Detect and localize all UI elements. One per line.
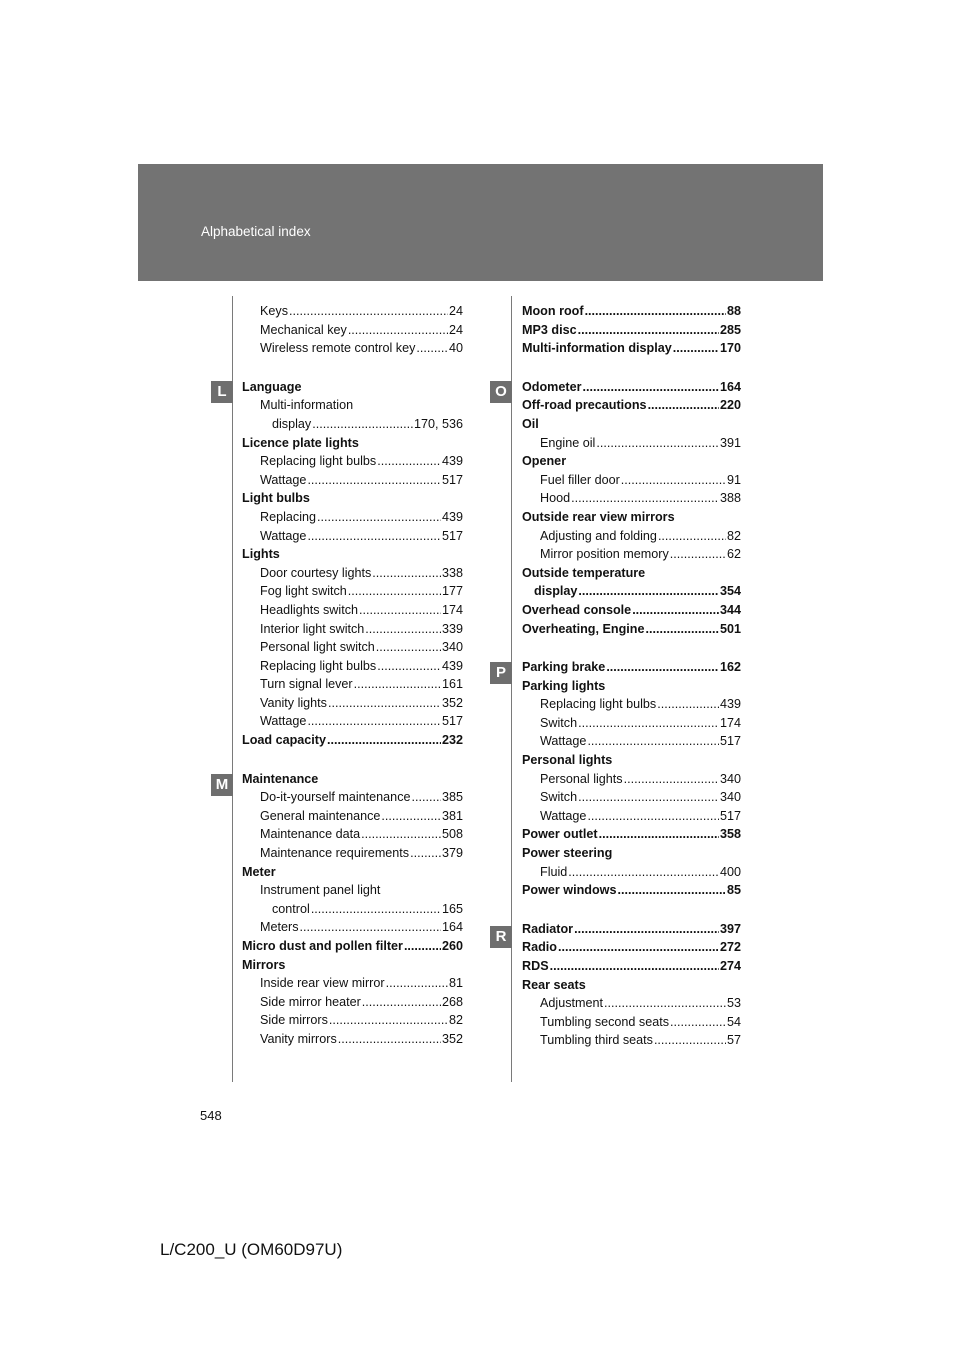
- index-entry: [522, 302, 741, 321]
- entry-text: Meter: [242, 864, 276, 879]
- index-subentry: [540, 863, 741, 882]
- entry-page: 501: [719, 621, 741, 636]
- entry-text: Wattage: [260, 472, 307, 487]
- entry-text: Hood: [540, 491, 571, 506]
- entry-text: Power windows: [522, 883, 617, 898]
- entry-text: Multi-information: [260, 398, 354, 413]
- section-tab-r: R: [490, 926, 512, 948]
- entry-page: 381: [441, 808, 463, 823]
- index-subentry: [540, 788, 741, 807]
- entry-page: 88: [726, 304, 741, 318]
- entry-text: Wattage: [540, 734, 587, 749]
- index-subentry: [260, 1030, 463, 1049]
- document-code: L/C200_U (OM60D97U): [160, 1240, 343, 1259]
- entry-text: Side mirrors: [260, 1013, 328, 1028]
- entry-text: Mechanical key: [260, 322, 347, 337]
- index-entry: [522, 396, 741, 415]
- entry-page: 174: [441, 602, 463, 617]
- index-entry: [242, 956, 463, 975]
- section-gap: [242, 358, 463, 378]
- dot-leader: [376, 638, 441, 657]
- entry-page: 358: [719, 827, 741, 842]
- index-subentry: [540, 471, 741, 490]
- dot-leader: [617, 881, 726, 900]
- dot-leader: [289, 302, 448, 321]
- entry-text: RDS: [522, 959, 549, 973]
- entry-page: 439: [719, 697, 741, 712]
- index-subentry: [540, 994, 741, 1013]
- index-entry: [522, 938, 741, 957]
- index-subentry: [260, 712, 463, 731]
- dot-leader: [404, 937, 441, 956]
- entry-text: Fluid: [540, 864, 568, 879]
- entry-text: Vanity mirrors: [260, 1031, 337, 1046]
- section-tab-o: O: [490, 381, 512, 403]
- index-entry: [522, 601, 741, 620]
- entry-text: Wattage: [260, 714, 307, 729]
- dot-leader: [410, 844, 441, 863]
- entry-text: Replacing light bulbs: [260, 658, 377, 673]
- index-subentry: [534, 582, 741, 601]
- index-entry: [242, 937, 463, 956]
- entry-page: 54: [726, 1014, 741, 1029]
- index-subentry: [260, 881, 463, 900]
- index-subentry: [260, 657, 463, 676]
- index-entry: [242, 545, 463, 564]
- entry-text: Switch: [540, 715, 578, 730]
- dot-leader: [359, 601, 441, 620]
- entry-text: Parking brake: [522, 660, 606, 675]
- entry-text: Light bulbs: [242, 491, 310, 506]
- entry-text: Off-road precautions: [522, 398, 647, 413]
- index-entry: [522, 658, 741, 677]
- entry-page: 82: [726, 528, 741, 543]
- index-subentry: [260, 788, 463, 807]
- entry-text: Opener: [522, 454, 567, 469]
- entry-text: Moon roof: [522, 304, 584, 318]
- index-subentry: [260, 582, 463, 601]
- entry-text: Personal lights: [540, 771, 623, 786]
- dot-leader: [354, 675, 441, 694]
- entry-page: 232: [441, 733, 463, 748]
- dot-leader: [307, 471, 441, 490]
- entry-text: Inside rear view mirror: [260, 976, 385, 991]
- section-tab-m: M: [211, 774, 233, 796]
- index-subentry: [540, 770, 741, 789]
- index-subentry: [540, 807, 741, 826]
- dot-leader: [604, 994, 726, 1013]
- entry-page: 352: [441, 1031, 463, 1046]
- index-entry: [522, 339, 741, 358]
- entry-page: 81: [448, 976, 463, 991]
- entry-text: Overhead console: [522, 602, 632, 617]
- dot-leader: [587, 807, 719, 826]
- entry-page: 517: [441, 714, 463, 729]
- entry-page: 340: [719, 790, 741, 805]
- entry-page: 388: [719, 491, 741, 506]
- entry-text: Overheating, Engine: [522, 621, 645, 636]
- entry-text: Headlights switch: [260, 602, 358, 617]
- dot-leader: [416, 339, 448, 358]
- dot-leader: [585, 302, 726, 321]
- dot-leader: [571, 489, 719, 508]
- index-entry: [242, 863, 463, 882]
- index-subentry: [260, 339, 463, 358]
- entry-text: General maintenance: [260, 808, 381, 823]
- entry-page: 24: [448, 304, 463, 318]
- entry-text: Adjusting and folding: [540, 528, 657, 543]
- entry-page: 517: [441, 528, 463, 543]
- section-tab-p: P: [490, 662, 512, 684]
- entry-page: 24: [448, 322, 463, 337]
- entry-page: 220: [719, 398, 741, 413]
- entry-page: 344: [719, 602, 741, 617]
- index-subentry: [260, 807, 463, 826]
- entry-text: Load capacity: [242, 733, 326, 748]
- entry-text: Side mirror heater: [260, 994, 361, 1009]
- index-entry: [522, 920, 741, 939]
- entry-page: 260: [441, 939, 463, 953]
- entry-text: Oil: [522, 416, 539, 431]
- entry-page: 517: [441, 472, 463, 487]
- dot-leader: [578, 714, 719, 733]
- entry-page: 177: [441, 584, 463, 599]
- entry-text: Wattage: [540, 808, 587, 823]
- dot-leader: [348, 321, 448, 340]
- entry-text: Replacing light bulbs: [260, 454, 377, 469]
- dot-leader: [311, 900, 441, 919]
- dot-leader: [654, 1031, 726, 1050]
- index-subentry: [260, 825, 463, 844]
- index-entry: [522, 976, 741, 995]
- index-subentry: [260, 601, 463, 620]
- entry-page: 162: [719, 660, 741, 675]
- dot-leader: [606, 658, 719, 677]
- dot-leader: [372, 564, 441, 583]
- entry-text: Meters: [260, 920, 299, 935]
- entry-page: 170, 536: [413, 416, 463, 431]
- entry-text: Parking lights: [522, 678, 606, 693]
- index-entry: [522, 957, 741, 976]
- entry-page: 439: [441, 454, 463, 469]
- dot-leader: [307, 712, 441, 731]
- dot-leader: [632, 601, 719, 620]
- index-subentry: [272, 900, 463, 919]
- index-entry: [522, 415, 741, 434]
- dot-leader: [658, 527, 726, 546]
- dot-leader: [550, 957, 719, 976]
- entry-page: 40: [448, 341, 463, 356]
- index-entry: [522, 825, 741, 844]
- entry-text: Adjustment: [540, 996, 603, 1011]
- entry-page: 53: [726, 996, 741, 1011]
- index-subentry: [540, 527, 741, 546]
- index-subentry: [540, 714, 741, 733]
- entry-text: display: [272, 416, 312, 431]
- dot-leader: [657, 695, 719, 714]
- entry-page: 165: [441, 901, 463, 916]
- entry-text: Wattage: [260, 528, 307, 543]
- entry-page: 340: [719, 771, 741, 786]
- entry-page: 161: [441, 677, 463, 692]
- entry-text: Multi-information display: [522, 341, 672, 356]
- index-entry: [522, 844, 741, 863]
- index-subentry: [260, 508, 463, 527]
- entry-page: 352: [441, 695, 463, 710]
- index-entry: [522, 881, 741, 900]
- entry-text: Fuel filler door: [540, 472, 620, 487]
- entry-text: Radio: [522, 940, 557, 955]
- entry-page: 397: [719, 921, 741, 936]
- entry-text: Personal light switch: [260, 640, 375, 655]
- entry-page: 439: [441, 509, 463, 524]
- index-entry: [522, 677, 741, 696]
- dot-leader: [648, 396, 719, 415]
- entry-text: Outside temperature: [522, 565, 646, 580]
- entry-text: Do-it-yourself maintenance: [260, 790, 411, 805]
- index-entry: [242, 489, 463, 508]
- dot-leader: [412, 788, 441, 807]
- entry-text: Power outlet: [522, 827, 598, 842]
- entry-text: Rear seats: [522, 977, 586, 992]
- entry-page: 391: [719, 435, 741, 450]
- entry-text: Outside rear view mirrors: [522, 509, 675, 524]
- entry-text: display: [534, 584, 578, 599]
- index-subentry: [540, 434, 741, 453]
- index-subentry: [260, 471, 463, 490]
- index-entry: [522, 508, 741, 527]
- entry-page: 508: [441, 827, 463, 842]
- entry-text: Tumbling third seats: [540, 1033, 653, 1048]
- dot-leader: [574, 920, 719, 939]
- index-entry: [522, 321, 741, 340]
- entry-text: Interior light switch: [260, 621, 365, 636]
- entry-page: 385: [441, 790, 463, 805]
- left-rule: [232, 296, 233, 1082]
- entry-text: Maintenance data: [260, 827, 361, 842]
- entry-text: control: [272, 901, 310, 916]
- entry-text: Wireless remote control key: [260, 341, 416, 356]
- index-subentry: [260, 302, 463, 321]
- dot-leader: [582, 378, 719, 397]
- entry-page: 439: [441, 658, 463, 673]
- entry-page: 400: [719, 864, 741, 879]
- dot-leader: [381, 807, 441, 826]
- dot-leader: [670, 545, 726, 564]
- dot-leader: [317, 508, 441, 527]
- header-title: Alphabetical index: [201, 224, 311, 239]
- entry-page: 272: [719, 940, 741, 955]
- entry-text: Maintenance: [242, 771, 319, 786]
- dot-leader: [624, 770, 719, 789]
- entry-text: Instrument panel light: [260, 883, 381, 898]
- dot-leader: [338, 1030, 441, 1049]
- dot-leader: [329, 1011, 448, 1030]
- entry-text: Turn signal lever: [260, 677, 353, 692]
- entry-page: 82: [448, 1013, 463, 1028]
- entry-text: Language: [242, 379, 302, 394]
- entry-text: Personal lights: [522, 753, 613, 768]
- dot-leader: [348, 582, 441, 601]
- index-subentry: [260, 675, 463, 694]
- dot-leader: [621, 471, 726, 490]
- dot-leader: [312, 415, 413, 434]
- dot-leader: [673, 339, 719, 358]
- entry-text: Replacing light bulbs: [540, 697, 657, 712]
- entry-text: Maintenance requirements: [260, 846, 410, 861]
- index-subentry: [260, 527, 463, 546]
- section-gap: [522, 638, 741, 658]
- index-subentry: [260, 1011, 463, 1030]
- entry-page: 170: [719, 341, 741, 356]
- entry-text: Mirrors: [242, 957, 286, 972]
- index-subentry: [540, 1013, 741, 1032]
- dot-leader: [568, 863, 719, 882]
- index-subentry: [540, 1031, 741, 1050]
- dot-leader: [558, 938, 719, 957]
- entry-text: Fog light switch: [260, 584, 347, 599]
- index-subentry: [260, 974, 463, 993]
- index-subentry: [260, 396, 463, 415]
- dot-leader: [578, 582, 719, 601]
- dot-leader: [587, 732, 719, 751]
- dot-leader: [365, 620, 441, 639]
- entry-page: 379: [441, 846, 463, 861]
- entry-text: Door courtesy lights: [260, 565, 372, 580]
- dot-leader: [307, 527, 441, 546]
- index-subentry: [260, 694, 463, 713]
- entry-page: 517: [719, 808, 741, 823]
- index-column-right: [522, 302, 741, 1050]
- dot-leader: [599, 825, 719, 844]
- entry-text: Micro dust and pollen filter: [242, 939, 403, 953]
- entry-text: Licence plate lights: [242, 435, 359, 450]
- index-subentry: [540, 732, 741, 751]
- entry-page: 285: [719, 322, 741, 337]
- entry-text: Switch: [540, 790, 578, 805]
- entry-text: Tumbling second seats: [540, 1014, 670, 1029]
- index-entry: [242, 770, 463, 789]
- page-header: [138, 164, 823, 281]
- index-subentry: [260, 564, 463, 583]
- index-subentry: [260, 844, 463, 863]
- index-subentry: [260, 452, 463, 471]
- section-gap: [242, 750, 463, 770]
- index-entry: [522, 620, 741, 639]
- entry-text: Mirror position memory: [540, 547, 669, 562]
- entry-text: Replacing: [260, 509, 317, 524]
- dot-leader: [362, 993, 441, 1012]
- entry-text: Engine oil: [540, 435, 596, 450]
- dot-leader: [578, 788, 719, 807]
- entry-text: Power steering: [522, 846, 613, 861]
- section-tab-l: L: [211, 381, 233, 403]
- dot-leader: [596, 434, 719, 453]
- page-number: 548: [200, 1108, 222, 1123]
- entry-page: 268: [441, 994, 463, 1009]
- dot-leader: [300, 918, 441, 937]
- dot-leader: [578, 321, 719, 340]
- index-entry: [522, 452, 741, 471]
- entry-page: 338: [441, 565, 463, 580]
- entry-page: 57: [726, 1033, 741, 1048]
- index-entry: [242, 731, 463, 750]
- index-subentry: [272, 415, 463, 434]
- entry-page: 274: [719, 959, 741, 973]
- entry-page: 62: [726, 547, 741, 562]
- entry-page: 354: [719, 584, 741, 599]
- index-subentry: [540, 545, 741, 564]
- entry-page: 91: [726, 472, 741, 487]
- entry-text: Keys: [260, 304, 288, 318]
- dot-leader: [328, 694, 441, 713]
- index-subentry: [260, 321, 463, 340]
- entry-page: 174: [719, 715, 741, 730]
- entry-text: MP3 disc: [522, 322, 577, 337]
- dot-leader: [386, 974, 448, 993]
- index-entry: [242, 378, 463, 397]
- section-gap: [522, 358, 741, 378]
- entry-page: 164: [441, 920, 463, 935]
- entry-page: 164: [719, 379, 741, 394]
- index-entry: [522, 564, 741, 583]
- dot-leader: [327, 731, 441, 750]
- dot-leader: [377, 452, 441, 471]
- entry-text: Vanity lights: [260, 695, 327, 710]
- index-subentry: [260, 918, 463, 937]
- middle-rule: [511, 296, 512, 1082]
- entry-page: 85: [726, 883, 741, 898]
- entry-text: Odometer: [522, 379, 582, 394]
- index-entry: [522, 378, 741, 397]
- dot-leader: [645, 620, 719, 639]
- entry-page: 339: [441, 621, 463, 636]
- index-subentry: [540, 489, 741, 508]
- entry-page: 340: [441, 640, 463, 655]
- index-subentry: [260, 620, 463, 639]
- dot-leader: [670, 1013, 726, 1032]
- entry-page: 517: [719, 734, 741, 749]
- index-subentry: [260, 638, 463, 657]
- index-subentry: [260, 993, 463, 1012]
- section-gap: [522, 900, 741, 920]
- index-subentry: [540, 695, 741, 714]
- dot-leader: [377, 657, 441, 676]
- index-entry: [522, 751, 741, 770]
- entry-text: Radiator: [522, 921, 574, 936]
- index-entry: [242, 434, 463, 453]
- dot-leader: [361, 825, 441, 844]
- entry-text: Lights: [242, 547, 280, 562]
- index-column-left: [242, 302, 463, 1049]
